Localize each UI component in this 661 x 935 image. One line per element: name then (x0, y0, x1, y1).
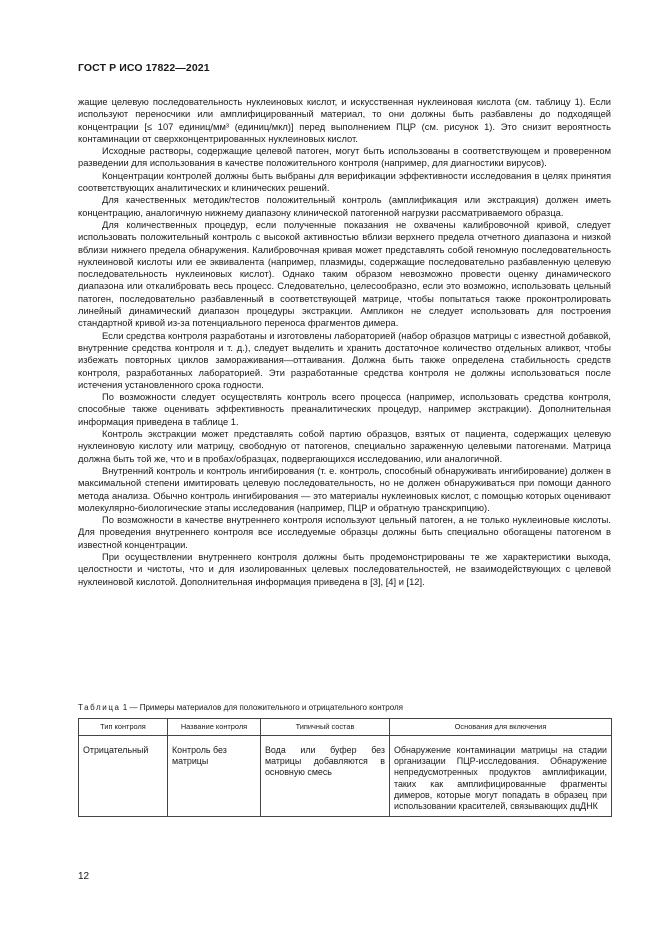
column-header: Тип контроля (79, 719, 168, 736)
column-header: Название контроля (168, 719, 261, 736)
paragraph: Исходные растворы, содержащие целевой патоген, могут быть использованы в соответствующем и проверенном разведении для использования в качестве положительного контроля (например, для диагностики вирусов). (78, 146, 611, 169)
paragraph: Если средства контроля разработаны и изготовлены лабораторией (набор образцов матрицы с известной добавкой, внутренние средства контроля и т. д.), следует выделить и хранить достаточное количество отдельных аликвот, чтобы избежать повторных циклов замораживания—оттаивания. Должна быть также определена стабильность средств контроля, разработанных лабораторией. Эти разработанные средства контроля не должны использоваться после истечения установленного срока годности. (78, 330, 611, 390)
table-header-row (79, 719, 612, 736)
document-header: ГОСТ Р ИСО 17822—2021 (78, 62, 210, 74)
table-cell: Контроль без матрицы (168, 736, 261, 817)
controls-table (78, 718, 612, 817)
paragraph: Контроль экстракции может представлять собой партию образцов, взятых от пациента, содержащих целевую нуклеиновую кислоту или матрицу, свободную от патогенов, специально зараженную целевыми патогенами. Матрица должна быть той же, что и в пробах/образцах, подвергающихся исследованию, или аналогичной. (78, 429, 611, 464)
paragraph: Для количественных процедур, если полученные показания не охвачены калибровочной кривой, следует использовать положительный контроль с высокой активностью вблизи верхнего предела отчетного диапазона и низкой вблизи нижнего предела обнаружения. Калибровочная кривая может представлять собой геномную последовательность нуклеиновой кислоты или ее эквивалента (например, плазмиды, содержащие последовательно разбавленную целевую последовательность нуклеиновых кислот). Однако таким образом невозможно провести оценку динамического диапазона или откалибровать весь процесс. Следовательно, целесообразно, если это возможно, использовать цельный патоген, последовательно разбавленный в соответствующей матрице, чтобы попытаться также проконтролировать линейный динамический диапазон процедуры экстракции. Ампликон не следует использовать для построения стандартной кривой из-за потенциального переноса фрагментов димера. (78, 219, 611, 329)
table-caption-text: 1 — Примеры материалов для положительного и отрицательного контроля (120, 703, 404, 712)
column-header: Основания для включения (390, 719, 612, 736)
table-caption-label: Таблица (78, 703, 121, 712)
paragraph: жащие целевую последовательность нуклеиновых кислот, и искусственная нуклеиновая кислота (см. таблицу 1). Если используют переносчики или амплифицированный материал, то они должны быть разбавлены до подходящей концентрации [≤ 107 единиц/мм³ (единиц/мкл)] перед выполнением ПЦР (см. рисунок 1). Это снизит вероятность контаминации от сверхконцентрированных нуклеиновых кислот. (78, 97, 611, 144)
body-text (78, 96, 611, 588)
paragraph: По возможности в качестве внутреннего контроля используют цельный патоген, а не только нуклеиновые кислоты. Для проведения внутреннего контроля все исследуемые образцы должны быть специально обогащены патогеном в известной концентрации. (78, 515, 611, 550)
paragraph: При осуществлении внутреннего контроля должны быть продемонстрированы те же характеристики выхода, целостности и чистоты, что и для изолированных целевых последовательностей, не взаимодействующих с целевой нуклеиновой кислотой. Дополнительная информация приведена в [3], [4] и [12]. (78, 551, 611, 587)
paragraph: Для качественных методик/тестов положительный контроль (амплификация или экстракция) должен иметь концентрацию, аналогичную нижнему диапазону клинической патогенной нагрузки рассматриваемого образца. (78, 195, 611, 218)
table-row (79, 736, 612, 817)
table-cell: Обнаружение контаминации матрицы на стадии организации ПЦР-исследования. Обнаружение непредусмотренных продуктов амплификации, таких как амплифицированные фрагменты димеров, которые могут попадать в образец при использовании красителей, связывающих дцДНК (390, 736, 612, 817)
table-cell: Отрицательный (79, 736, 168, 817)
paragraph: Концентрации контролей должны быть выбраны для верификации эффективности исследования в целях принятия соответствующих аналитических и клинических решений. (78, 170, 611, 194)
paragraph: По возможности следует осуществлять контроль всего процесса (например, использовать средства контроля, способные также оценивать эффективность преаналитических процедур, например экстракции). Дополнительная информация приведена в таблице 1. (78, 392, 611, 427)
table-cell: Вода или буфер без матрицы добавляются в основную смесь (261, 736, 390, 817)
table-caption (78, 703, 403, 712)
column-header: Типичный состав (261, 719, 390, 736)
paragraph: Внутренний контроль и контроль ингибирования (т. е. контроль, способный обнаруживать ингибирование) должен в максимальной степени имитировать целевую последовательность, но не должен обнаруживаться при помощи данного метода анализа. Обычно контроль ингибирования — это материалы нуклеиновых кислот, с помощью которых оценивают молекулярно-биологические этапы исследования (например, ПЦР и обратную транскрипцию). (78, 465, 611, 513)
page-number: 12 (78, 871, 90, 882)
